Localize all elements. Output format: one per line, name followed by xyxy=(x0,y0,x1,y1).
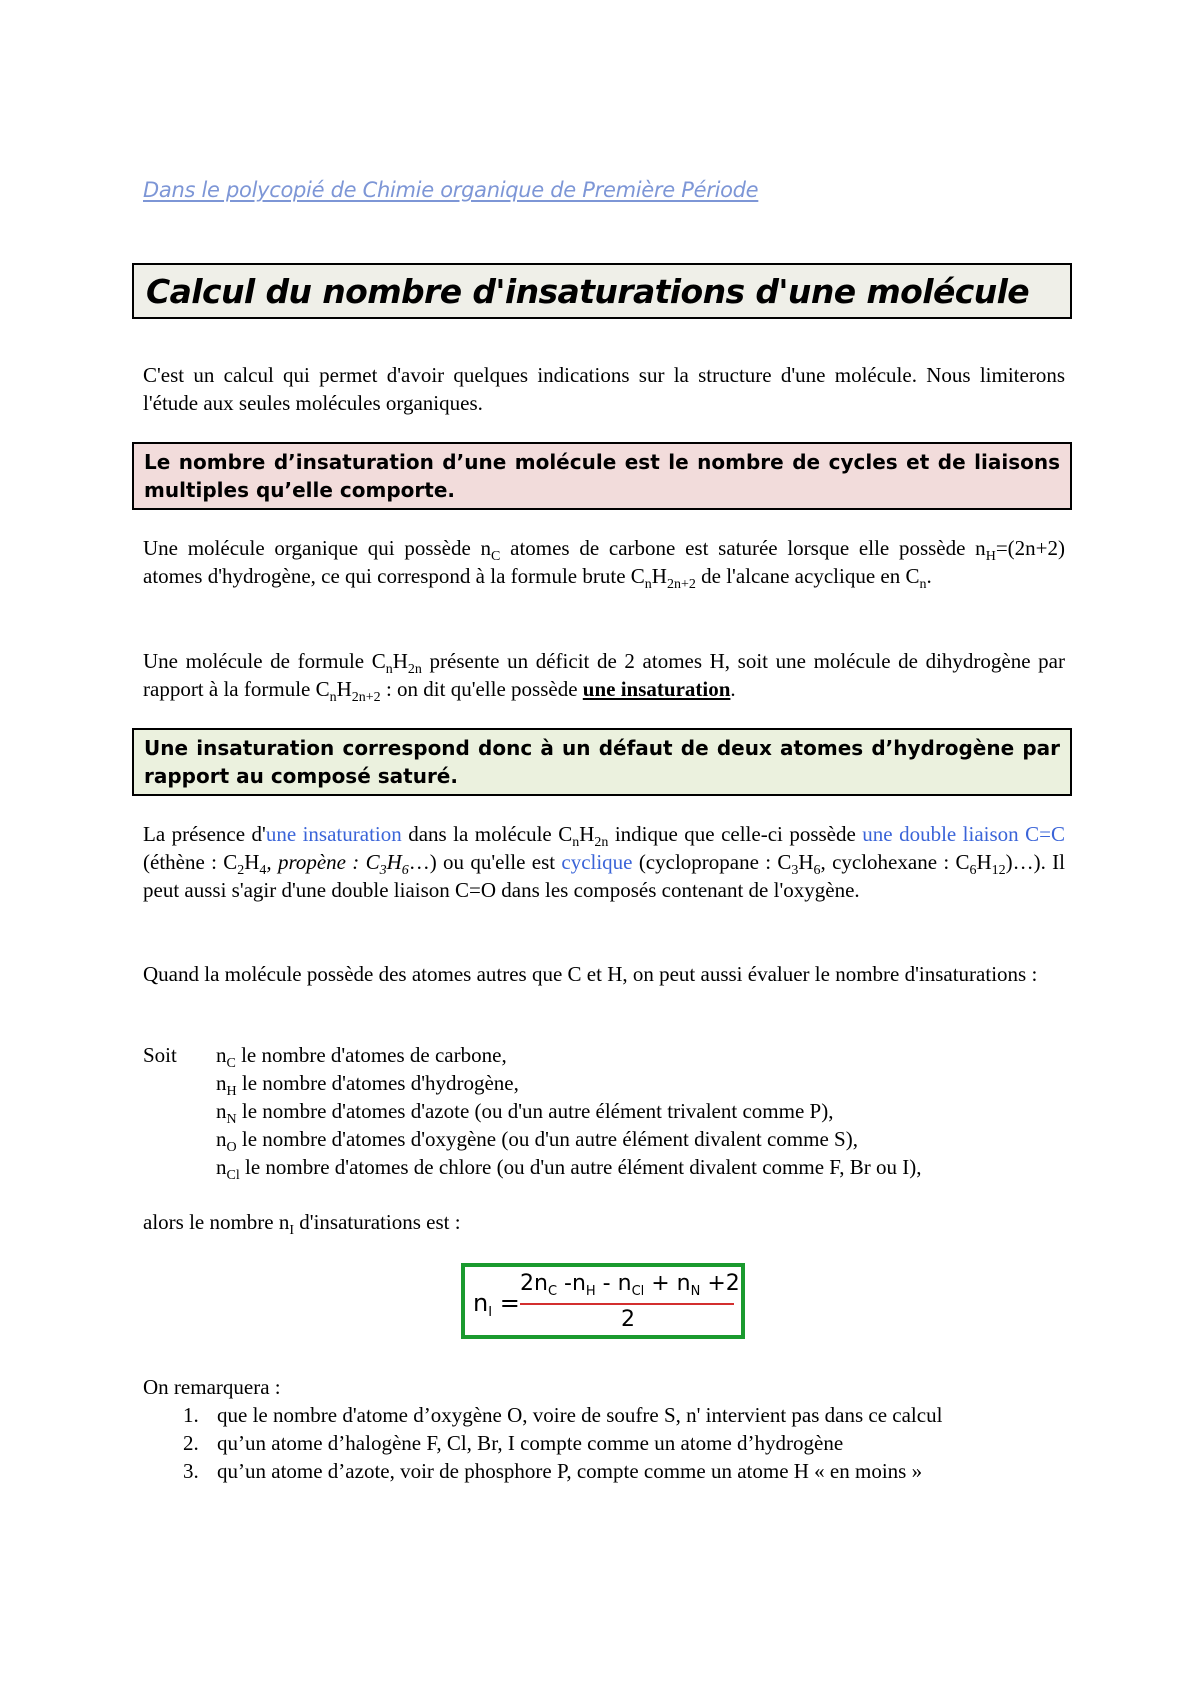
other-atoms-paragraph xyxy=(143,960,1065,988)
list-item: $n_N$ le nombre d'atomes d'azote (ou d'un autre élément trivalent comme P), xyxy=(216,1099,834,1127)
formula-denominator: 2 xyxy=(621,1307,635,1332)
emphasis-insaturation: une insaturation xyxy=(582,677,731,701)
definition-box-2 xyxy=(132,728,1072,796)
formula-numerator: $2n_C$ $-n_H - n_{Cl} + n_N +2$ xyxy=(520,1271,740,1299)
list-item: 1. que le nombre d'atome d’oxygène O, voire de soufre S, n' intervient pas dans ce calcul xyxy=(183,1403,943,1427)
other-atoms-text: Quand la molécule possède des atomes autres que C et H, on peut aussi évaluer le nombre d'insaturations : xyxy=(143,962,1038,986)
list-item: 3. qu’un atome d’azote, voir de phosphore P, compte comme un atome H « en moins » xyxy=(183,1459,923,1483)
list-item: $n_C$ le nombre d'atomes de carbone, xyxy=(216,1043,507,1071)
list-item: 2. qu’un atome d’halogène F, Cl, Br, I compte comme un atome d’hydrogène xyxy=(183,1431,844,1455)
intro-text: C'est un calcul qui permet d'avoir quelques indications sur la structure d'une molécule. Nous limiterons l'étude aux seules molécules organiques. xyxy=(143,363,1065,415)
saturated-text: Une molécule organique qui possède $n_C$ atomes de carbone est saturée lorsque elle possède $n_H=(2n+2)$ atomes d'hydrogène, ce qui correspond à la formule brute $C_nH_{2n+2}$ de l'alcane acyclique en $C_n$. xyxy=(143,536,1065,592)
title-box xyxy=(132,263,1072,319)
intro-paragraph xyxy=(143,361,1065,417)
list-item: $n_H$ le nombre d'atomes d'hydrogène, xyxy=(216,1071,519,1099)
definition-2-text: Une insaturation correspond donc à un défaut de deux atomes d’hydrogène par rapport au composé saturé. xyxy=(144,736,1060,788)
remarks-list xyxy=(143,1401,1073,1485)
then-paragraph xyxy=(143,1208,1065,1236)
remarks-section xyxy=(143,1373,1073,1485)
then-text: alors le nombre $n_I$ d'insaturations est : xyxy=(143,1210,461,1238)
highlight-insaturation: une insaturation xyxy=(265,822,402,846)
list-item: $n_{Cl}$ le nombre d'atomes de chlore (ou d'un autre élément divalent comme F, Br ou I), xyxy=(216,1155,922,1183)
soit-label: Soit xyxy=(143,1043,177,1067)
formula-lhs: $n_I$ = xyxy=(473,1289,520,1320)
presence-text: La présence d'une insaturation dans la molécule $C_nH_{2n}$ indique que celle-ci possède une double liaison C=C (éthène : $C_2H_4$, propène : $C_3H_6\dots$) ou qu'elle est cyclique (cyclopropane : $C_3H_6$, cyclohexane : $C_6H_{12})\dots$). Il peut aussi s'agir d'une double liaison C=O dans les composés contenant de l'oxygène. xyxy=(143,822,1065,902)
saturated-paragraph xyxy=(143,534,1065,590)
deficit-paragraph xyxy=(143,647,1065,703)
remarks-intro: On remarquera : xyxy=(143,1375,281,1399)
page-title: Calcul du nombre d'insaturations d'une molécule xyxy=(146,271,1030,311)
fraction-bar xyxy=(520,1303,734,1305)
formula-box xyxy=(461,1263,745,1339)
source-link[interactable]: Dans le polycopié de Chimie organique de Première Période xyxy=(143,178,759,202)
definition-1-text: Le nombre d’insaturation d’une molécule est le nombre de cycles et de liaisons multiples qu’elle comporte. xyxy=(144,450,1060,502)
definition-box-1 xyxy=(132,442,1072,510)
highlight-cyclic: cyclique xyxy=(561,850,633,874)
deficit-text: Une molécule de formule $C_nH_{2n}$ présente un déficit de 2 atomes H, soit une molécule de dihydrogène par rapport à la formule $C_nH_{2n+2}$ : on dit qu'elle possède une insaturation. xyxy=(143,649,1065,705)
presence-paragraph xyxy=(143,820,1065,904)
list-item: $n_O$ le nombre d'atomes d'oxygène (ou d'un autre élément divalent comme S), xyxy=(216,1127,858,1155)
highlight-double-bond: une double liaison C=C xyxy=(862,822,1065,846)
